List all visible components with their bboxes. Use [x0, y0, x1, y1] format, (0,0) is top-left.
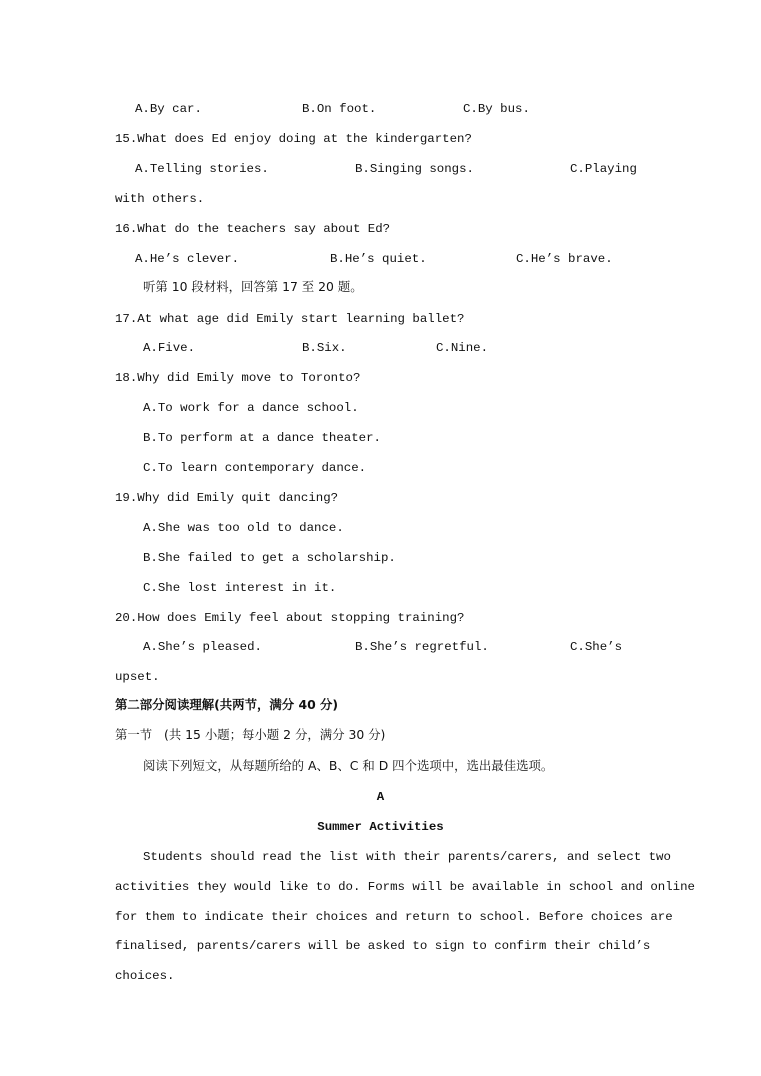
- q19-stem: 19.Why did Emily quit dancing?: [115, 491, 339, 505]
- q14-option-c: C.By bus.: [463, 102, 530, 116]
- q17-stem: 17.At what age did Emily start learning ballet?: [115, 312, 465, 326]
- passage-line-1: Students should read the list with their parents/carers, and select two: [143, 850, 671, 864]
- q19-option-a: A.She was too old to dance.: [143, 521, 344, 535]
- passage-letter: A: [376, 790, 385, 804]
- q20-stem: 20.How does Emily feel about stopping training?: [115, 611, 465, 625]
- passage-line-2: activities they would like to do. Forms will be available in school and online: [115, 880, 695, 894]
- q20-option-c: C.She’s: [570, 640, 623, 654]
- passage-line-4: finalised, parents/carers will be asked to sign to confirm their child’s: [115, 939, 651, 953]
- q14-option-a: A.By car.: [135, 102, 202, 116]
- q14-option-b: B.On foot.: [302, 102, 377, 116]
- q15-option-a: A.Telling stories.: [135, 162, 269, 176]
- part2-heading: 第二部分阅读理解(共两节，满分 40 分): [115, 697, 339, 712]
- q20-option-b: B.She’s regretful.: [355, 640, 489, 654]
- part2-instruction: 阅读下列短文，从每题所给的 A、B、C 和 D 四个选项中，选出最佳选项。: [143, 758, 554, 773]
- q15-option-c-continued: with others.: [115, 192, 205, 206]
- q16-option-c: C.He’s brave.: [516, 252, 613, 266]
- q17-option-b: B.Six.: [302, 341, 347, 355]
- q16-option-a: A.He’s clever.: [135, 252, 240, 266]
- q18-stem: 18.Why did Emily move to Toronto?: [115, 371, 361, 385]
- q20-option-a: A.She’s pleased.: [143, 640, 262, 654]
- passage-title: Summer Activities: [317, 820, 444, 834]
- q15-option-b: B.Singing songs.: [355, 162, 474, 176]
- section10-instruction: 听第 10 段材料，回答第 17 至 20 题。: [143, 279, 363, 294]
- q18-option-c: C.To learn contemporary dance.: [143, 461, 367, 475]
- q20-option-c-continued: upset.: [115, 670, 160, 684]
- q19-option-b: B.She failed to get a scholarship.: [143, 551, 396, 565]
- q15-stem: 15.What does Ed enjoy doing at the kindergarten?: [115, 132, 472, 146]
- q16-stem: 16.What do the teachers say about Ed?: [115, 222, 391, 236]
- q17-option-a: A.Five.: [143, 341, 196, 355]
- q16-option-b: B.He’s quiet.: [330, 252, 427, 266]
- q18-option-a: A.To work for a dance school.: [143, 401, 359, 415]
- q19-option-c: C.She lost interest in it.: [143, 581, 337, 595]
- q15-option-c: C.Playing: [570, 162, 637, 176]
- passage-line-3: for them to indicate their choices and return to school. Before choices are: [115, 910, 673, 924]
- passage-line-5: choices.: [115, 969, 175, 983]
- q18-option-b: B.To perform at a dance theater.: [143, 431, 381, 445]
- part2-section1: 第一节 (共 15 小题；每小题 2 分，满分 30 分): [115, 727, 386, 742]
- q17-option-c: C.Nine.: [436, 341, 489, 355]
